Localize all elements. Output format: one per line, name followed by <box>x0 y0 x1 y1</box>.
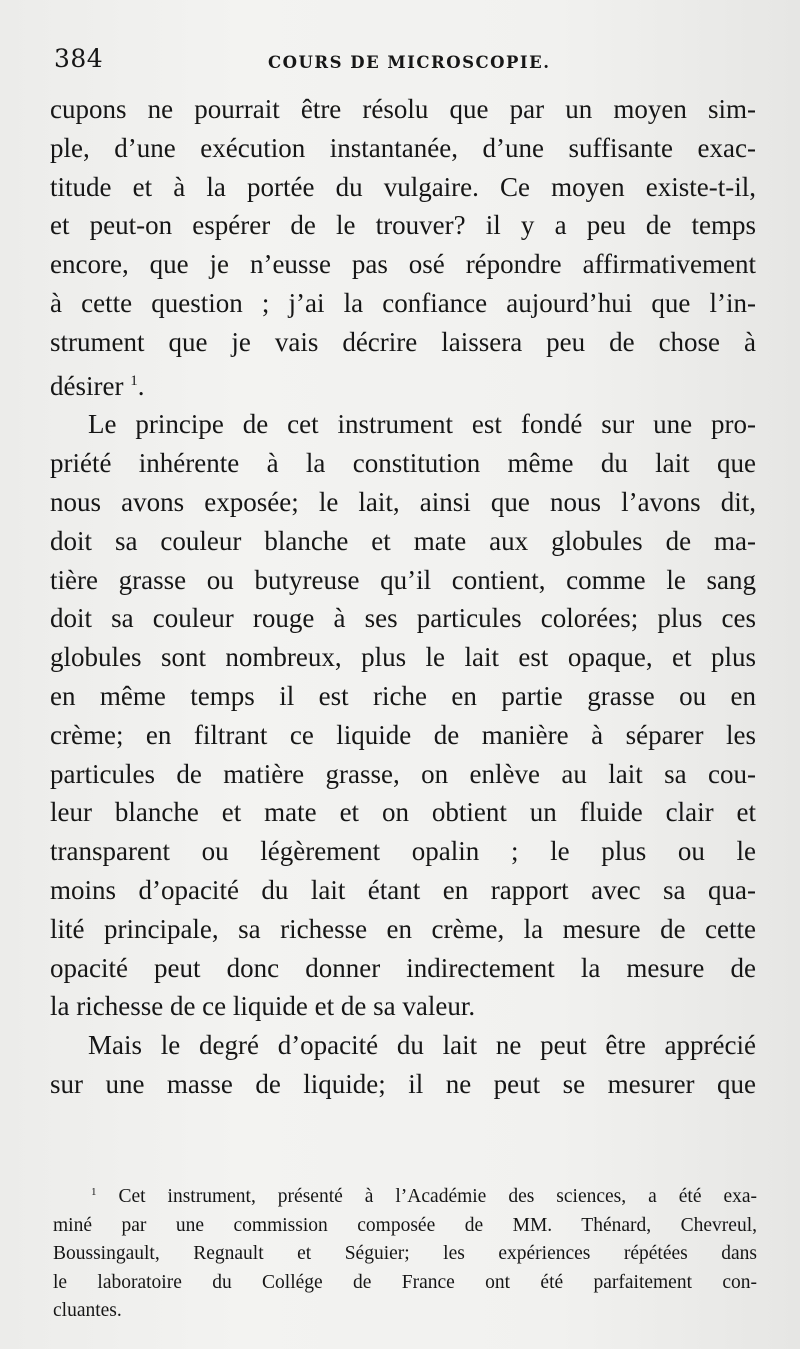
footnote-line: miné par une commission composée de MM. Thénard, Chevreul, <box>53 1214 757 1236</box>
body-text <box>50 90 756 1104</box>
text-line: nous avons exposée; le lait, ainsi que nous l’avons dit, <box>50 486 756 517</box>
page-header <box>54 44 760 84</box>
sentence-period: . <box>137 370 145 401</box>
footnotes <box>53 1178 757 1326</box>
text-line: en même temps il est riche en partie grasse ou en <box>50 680 756 711</box>
text-line: tière grasse ou butyreuse qu’il contient, comme le sang <box>50 564 756 595</box>
text-line: strument que je vais décrire laissera peu de chose à <box>50 326 756 357</box>
text-line: Mais le degré d’opacité du lait ne peut être apprécié <box>88 1030 756 1061</box>
page-number: 384 <box>54 44 104 73</box>
footnote-line <box>53 1178 757 1212</box>
text-line: et peut-on espérer de le trouver? il y a peu de temps <box>50 210 756 241</box>
text-line: particules de matière grasse, on enlève au lait sa cou- <box>50 758 756 789</box>
text-line: lité principale, sa richesse en crème, la mesure de cette <box>50 913 756 944</box>
desirer-word: désirer <box>50 370 124 401</box>
text-line: ple, d’une exécution instantanée, d’une suffisante exac- <box>50 132 756 163</box>
text-line: Le principe de cet instrument est fondé sur une pro- <box>88 409 756 440</box>
paragraph-end-line: la richesse de ce liquide et de sa valeur. <box>50 991 476 1022</box>
footnote-text: Cet instrument, présenté à l’Académie des sciences, a été exa- <box>118 1186 758 1207</box>
text-line: titude et à la portée du vulgaire. Ce moyen existe-t-il, <box>50 171 756 202</box>
text-line: opacité peut donc donner indirectement la mesure de <box>50 952 756 983</box>
text-line: transparent ou légèrement opalin ; le plus ou le <box>50 836 756 867</box>
text-line: encore, que je n’eusse pas osé répondre affirmativement <box>50 249 756 280</box>
text-line: crème; en filtrant ce liquide de manière à séparer les <box>50 719 756 750</box>
text-line: doit sa couleur rouge à ses particules colorées; plus ces <box>50 603 756 634</box>
footnote-line: le laboratoire du Collége de France ont été parfaitement con- <box>53 1271 757 1293</box>
footnote-reference[interactable]: 1 <box>130 372 138 389</box>
text-line: sur une masse de liquide; il ne peut se mesurer que <box>50 1068 756 1099</box>
text-line: doit sa couleur blanche et mate aux globules de ma- <box>50 525 756 556</box>
paragraph-end-line <box>50 362 756 406</box>
running-title: COURS DE MICROSCOPIE. <box>268 53 551 72</box>
footnote-line: Boussingault, Regnault et Séguier; les expériences répétées dans <box>53 1243 757 1264</box>
text-line: priété inhérente à la constitution même du lait que <box>50 448 756 479</box>
footnote-line: cluantes. <box>53 1300 122 1321</box>
text-line: globules sont nombreux, plus le lait est opaque, et plus <box>50 642 756 673</box>
text-line: à cette question ; j’ai la confiance aujourd’hui que l’in- <box>50 287 756 318</box>
footnote-marker: 1 <box>91 1186 97 1198</box>
text-line: cupons ne pourrait être résolu que par un moyen sim- <box>50 94 756 124</box>
text-line: leur blanche et mate et on obtient un fluide clair et <box>50 797 756 828</box>
text-line: moins d’opacité du lait étant en rapport avec sa qua- <box>50 874 756 905</box>
